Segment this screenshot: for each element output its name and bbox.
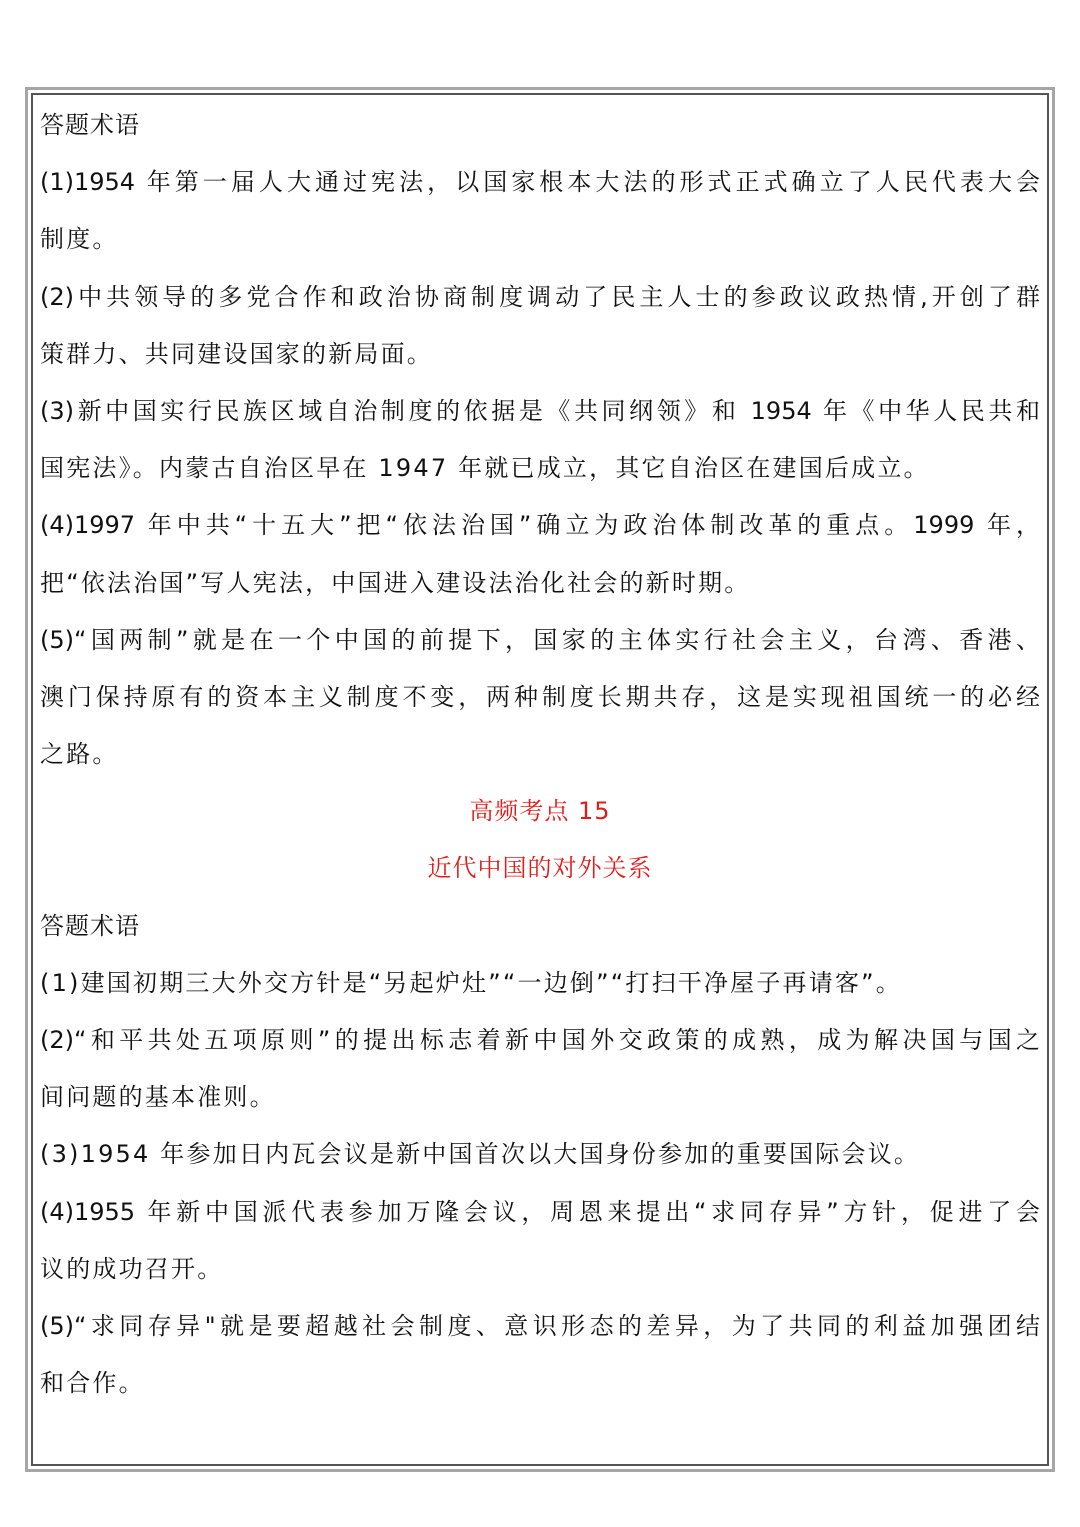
- text-line: 澳门保持原有的资本主义制度不变，两种制度长期共存，这是实现祖国统一的必经: [40, 682, 1040, 711]
- text-line: (4)1997 年中共“十五大”把“依法治国”确立为政治体制改革的重点。1999 年，: [40, 511, 1040, 540]
- text-line: 策群力、共同建设国家的新局面。: [40, 339, 433, 368]
- text-line: (2)中共领导的多党合作和政治协商制度调动了民主人士的参政议政热情,开创了群: [40, 282, 1040, 311]
- text-line: 和合作。: [40, 1369, 145, 1398]
- section-heading: 答题术语: [40, 911, 140, 940]
- section-title: 高频考点 15: [469, 797, 611, 826]
- text-line: 之路。: [40, 740, 119, 769]
- document-body: [40, 97, 1040, 1412]
- text-line: 议的成功召开。: [40, 1254, 224, 1283]
- text-line: (1)建国初期三大外交方针是“另起炉灶”“一边倒”“打扫干净屋子再请客”。: [40, 968, 902, 997]
- text-line: 把“依法治国”写人宪法，中国进入建设法治化社会的新时期。: [40, 568, 751, 597]
- text-line: (5)“求同存异"就是要超越社会制度、意识形态的差异，为了共同的利益加强团结: [40, 1311, 1040, 1340]
- text-line: (2)“和平共处五项原则”的提出标志着新中国外交政策的成熟，成为解决国与国之: [40, 1026, 1040, 1054]
- text-line: 制度。: [40, 225, 119, 254]
- text-line: 间问题的基本准则。: [40, 1083, 276, 1112]
- text-line: (5)“国两制”就是在一个中国的前提下，国家的主体实行社会主义，台湾、香港、: [40, 625, 1040, 654]
- text-line: (3)新中国实行民族区域自治制度的依据是《共同纲领》和 1954 年《中华人民共和: [40, 396, 1040, 425]
- text-line: 国宪法》。内蒙古自治区早在 1947 年就已成立，其它自治区在建国后成立。: [40, 454, 930, 483]
- section-subtitle: 近代中国的对外关系: [427, 854, 653, 883]
- text-line: (1)1954 年第一届人大通过宪法，以国家根本大法的形式正式确立了人民代表大会: [40, 168, 1040, 197]
- text-line: (3)1954 年参加日内瓦会议是新中国首次以大国身份参加的重要国际会议。: [40, 1140, 921, 1169]
- text-line: (4)1955 年新中国派代表参加万隆会议，周恩来提出“求同存异”方针，促进了会: [40, 1197, 1040, 1226]
- section-heading: 答题术语: [40, 111, 140, 139]
